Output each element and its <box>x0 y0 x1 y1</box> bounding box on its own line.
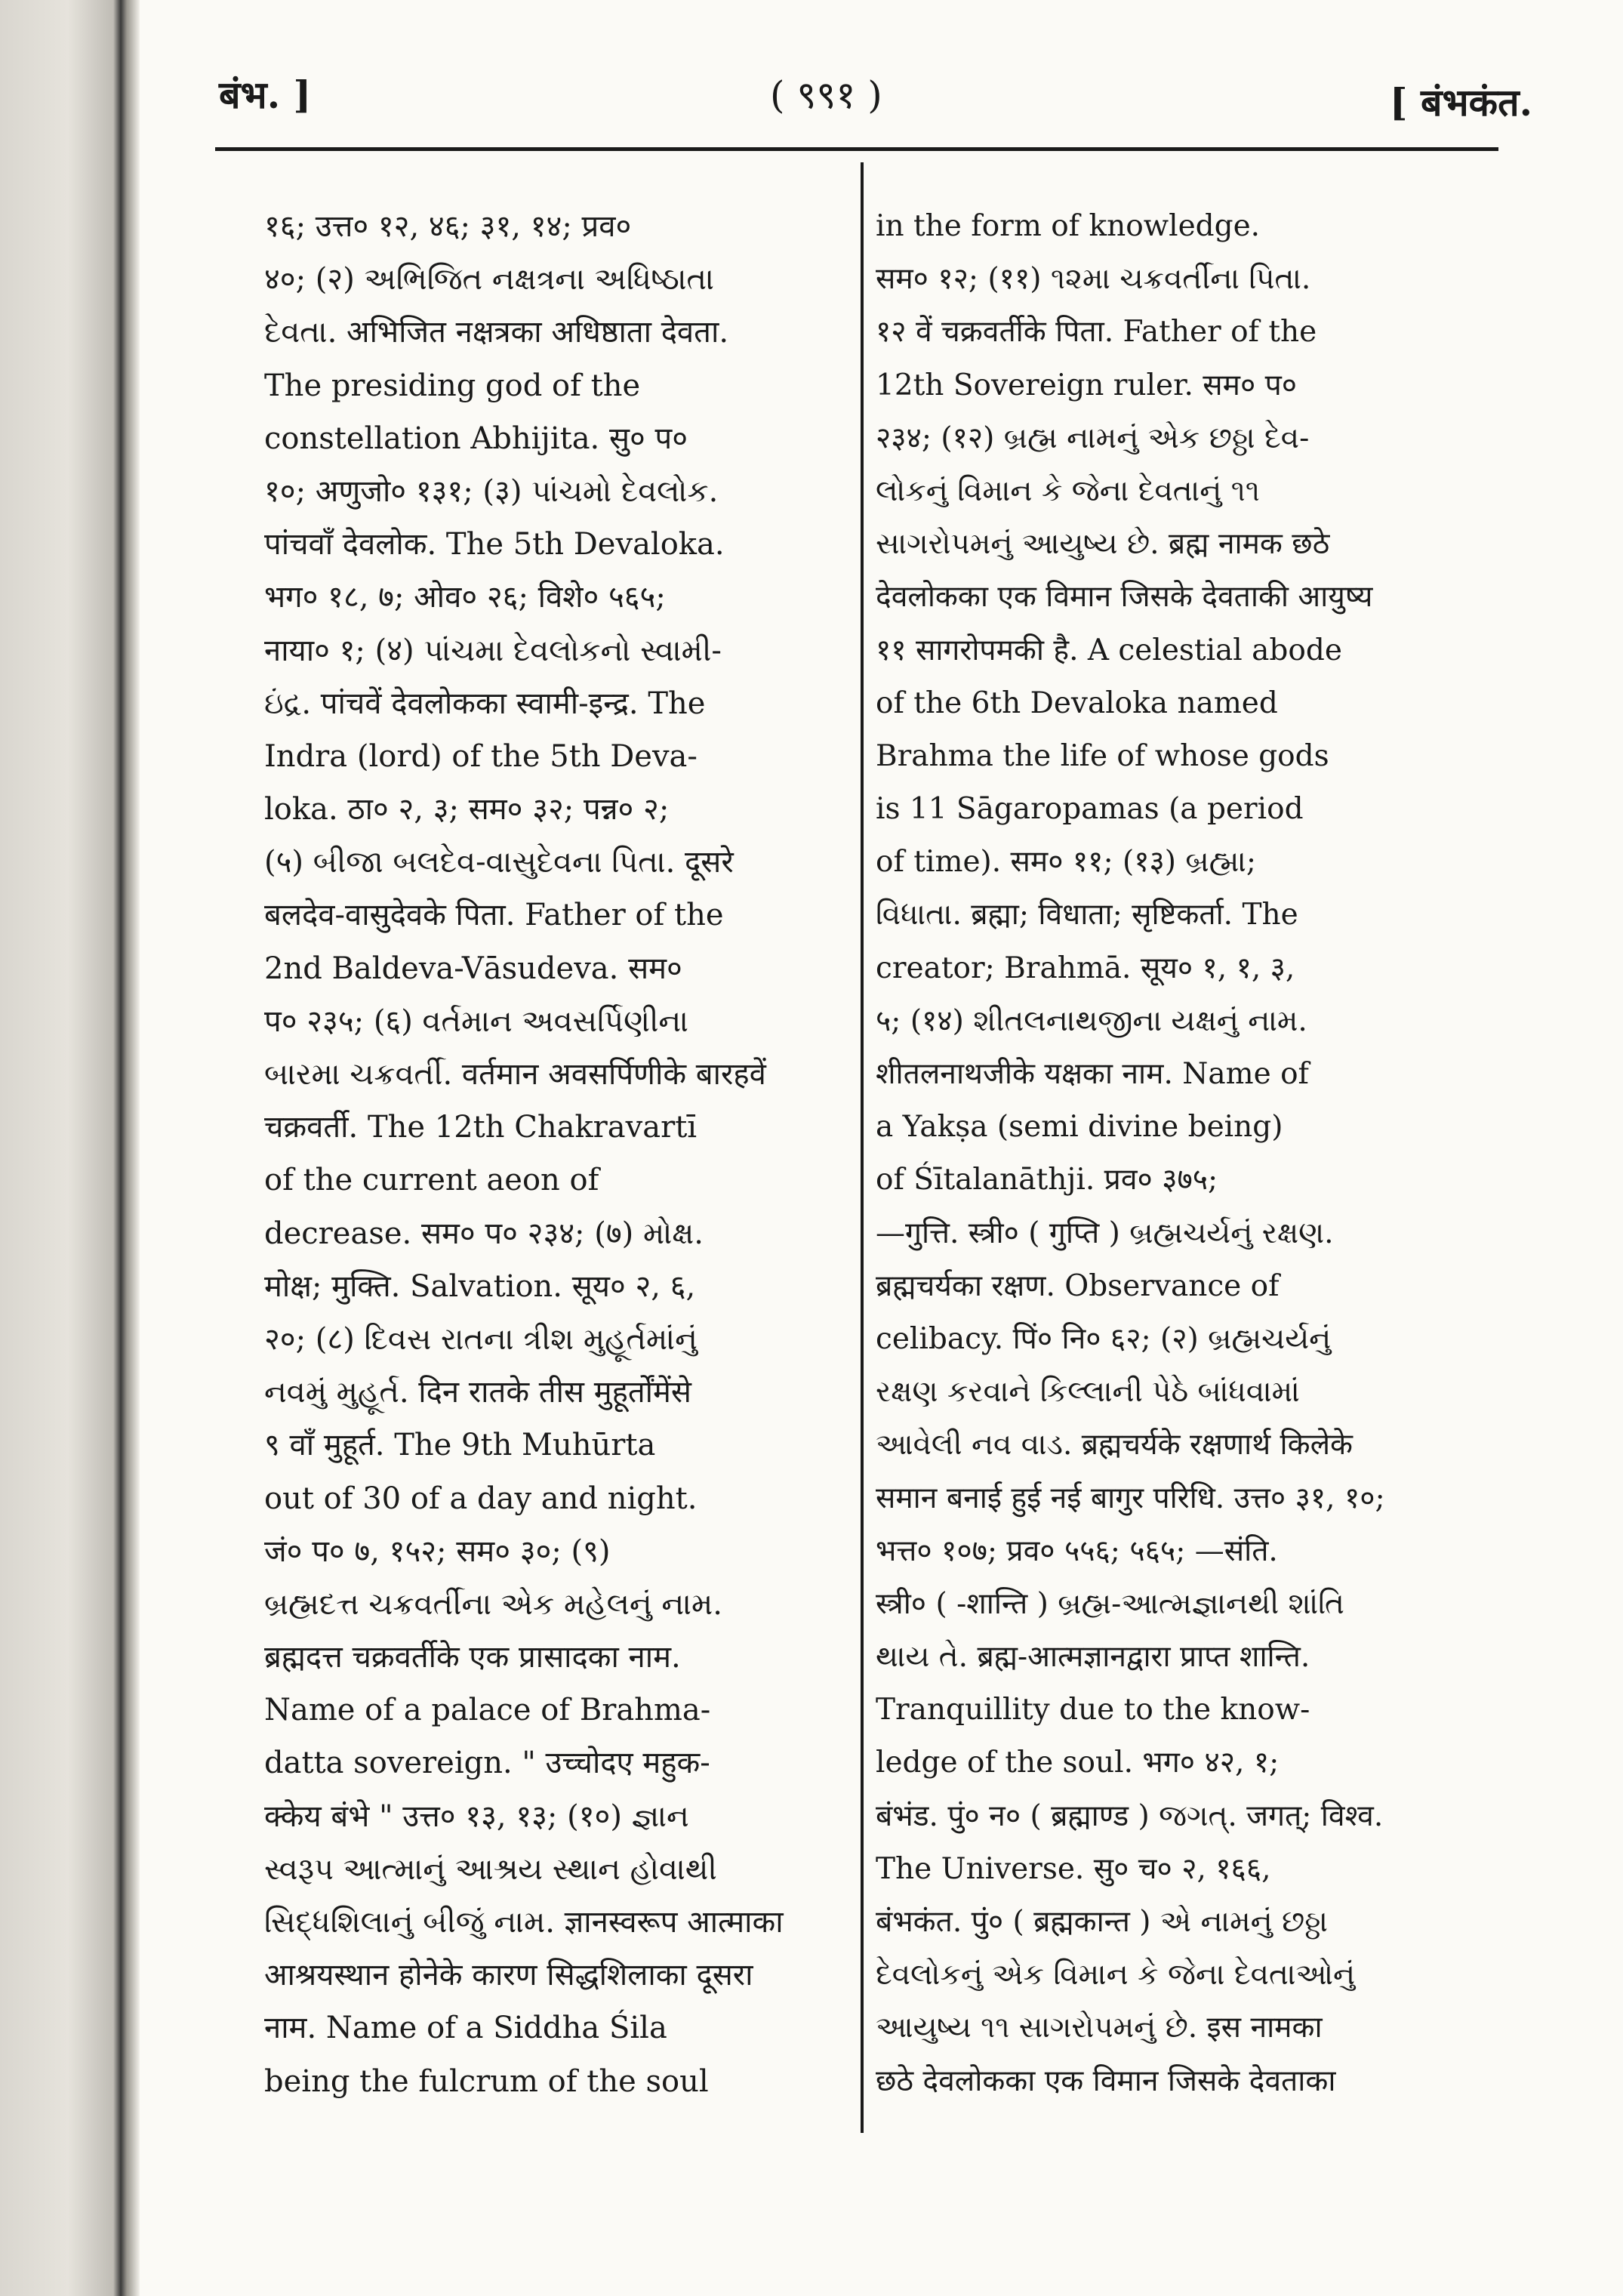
text-line: नाम. Name of a Siddha Śila <box>264 2011 667 2046</box>
text-line: बलदेव-वासुदेवके पिता. Father of the <box>264 898 724 933</box>
text-line: ledge of the soul. भग० ४२, १; <box>876 1746 1280 1780</box>
text-line: Brahma the life of whose gods <box>876 738 1329 773</box>
text-line: out of 30 of a day and night. <box>264 1481 698 1516</box>
text-line: of the 6th Devaloka named <box>876 686 1278 720</box>
text-line: सम० १२; (११) ૧૨મા ચક્રવર્તીના પિતા. <box>876 262 1311 297</box>
text-line: is 11 Sāgaropamas (a period <box>876 792 1304 827</box>
text-line: २०; (८) દિવસ રાતના ત્રીશ મુહૂર્તમાંનું <box>264 1321 698 1357</box>
text-line: छठे देवलोकका एक विमान जिसके देवताका <box>876 2063 1336 2098</box>
text-line: constellation Abhijita. सु० प० <box>264 421 688 456</box>
text-line: शीतलनाथजीके यक्षका नाम. Name of <box>876 1057 1309 1091</box>
text-line: १०; अणुजो० १३१; (३) પાંચમો દેવલોક. <box>264 473 719 509</box>
text-line: मोक्ष; मुक्ति. Salvation. सूय० २, ६, <box>264 1268 696 1304</box>
text-line: The Universe. सु० च० २, १६६, <box>876 1851 1271 1886</box>
text-line: देवलोकका एक विमान जिसके देवताकी आयुष्य <box>876 580 1373 615</box>
text-line: ब्रह्मदत्त चक्रवर्तीके एक प्रासादका नाम. <box>264 1640 681 1675</box>
text-line: (५) બીજા બલદેવ-વાસુદેવના પિતા. दूसरे <box>264 845 734 880</box>
book-binding-edge <box>0 0 140 2296</box>
text-line: बंभकंत. पुं० ( ब्रह्मकान्त ) એ નામનું છઠ્ઠા <box>876 1905 1328 1939</box>
text-line: આયુષ્ય ૧૧ સાગરોપમનું છે. इस नामका <box>876 2011 1323 2045</box>
text-line: in the form of knowledge. <box>876 209 1261 243</box>
text-line: चक्रवर्ती. The 12th Chakravartī <box>264 1110 698 1145</box>
text-line: creator; Brahmā. सूय० १, १, ३, <box>876 951 1295 985</box>
text-line: of time). सम० ११; (१३) બ્રહ્મા; <box>876 845 1256 880</box>
text-line: स्त्री० ( -शान्ति ) બ્રહ્મ-આત્મજ્ઞાનથી શાંતિ <box>876 1586 1344 1621</box>
text-line: ब्रह्मचर्यका रक्षण. Observance of <box>876 1268 1280 1303</box>
text-line: भत्त० १०७; प्रव० ५५६; ५६५; —संति. <box>876 1533 1278 1568</box>
text-line: समान बनाई हुई नई बागुर परिधि. उत्त० ३१, १०; <box>876 1481 1385 1515</box>
text-line: ४०; (२) અભિજિત નક્ષત્રના અધિષ્ઠાતા <box>264 262 714 297</box>
text-line: દેવતા. अभिजित नक्षत्रका अधिष्ठाता देवता. <box>264 315 729 350</box>
left-column <box>264 200 838 2108</box>
text-line: આવેલી નવ વાડ. ब्रह्मचर्यके रक्षणार्थ किलेके <box>876 1428 1353 1462</box>
text-line: decrease. सम० प० २३४; (७) મોક્ષ. <box>264 1216 704 1251</box>
text-line: नाया० १; (४) પાંચમા દેવલોકનો સ્વામી- <box>264 633 722 668</box>
text-line: प० २३५; (६) વર્તમાન અવસર્પિણીના <box>264 1003 688 1039</box>
text-line: દેવલોકનું એક વિમાન કે જેના દેવતાઓનું <box>876 1958 1356 1992</box>
text-line: a Yakṣa (semi divine being) <box>876 1110 1283 1145</box>
text-line: of Śītalanāthji. प्रव० ३७५; <box>876 1163 1218 1197</box>
text-line: ११ सागरोपमकी है. A celestial abode <box>876 633 1342 667</box>
text-line: સ્વરૂપ આત્માનું આશ્રય સ્થાન હોવાથી <box>264 1851 717 1887</box>
text-line: The presiding god of the <box>264 368 641 403</box>
text-line: થાય તે. ब्रह्म-आत्मज्ञानद्वारा प्राप्त शान्ति. <box>876 1640 1310 1675</box>
text-line: બ્રહ્મદત્ત ચક્રવર્તીના એક મહેલનું નામ. <box>264 1586 722 1622</box>
text-line: पांचवाँ देवलोक. The 5th Devaloka. <box>264 527 725 562</box>
header-right-guideword: [ बंभकंत. <box>1389 80 1532 125</box>
page-number: ( ९९१ ) <box>770 73 882 117</box>
text-line: લોકનું વિમાન કે જેના દેવતાનું ૧૧ <box>876 473 1260 508</box>
text-line: —गुत्ति. स्त्री० ( गुप्ति ) બ્રહ્મચર્યનું રક્ષણ. <box>876 1216 1334 1250</box>
text-line: ઇંદ્ર. पांचवें देवलोकका स्वामी-इन्द्र. The <box>264 686 706 721</box>
text-line: भग० १८, ७; ओव० २६; विशे० ५६५; <box>264 580 666 615</box>
text-line: जं० प० ७, १५२; सम० ३०; (९) <box>264 1533 611 1569</box>
text-line: નવમું મુહૂર્ત. दिन रातके तीस मुहूर्तोंमेंसे <box>264 1375 691 1410</box>
text-line: ५; (१४) શીતલનાથજીના યક્ષનું નામ. <box>876 1003 1307 1038</box>
text-line: being the fulcrum of the soul <box>264 2063 709 2099</box>
text-line: of the current aeon of <box>264 1163 599 1198</box>
text-line: loka. ठा० २, ३; सम० ३२; पन्न० २; <box>264 792 670 827</box>
page-header <box>219 64 1532 132</box>
text-line: સાગરોપમનું આયુષ્ય છે. ब्रह्म नामक छठे <box>876 527 1330 562</box>
text-line: ९ वाँ मुहूर्त. The 9th Muhūrta <box>264 1428 656 1463</box>
text-line: १२ वें चक्रवर्तीके पिता. Father of the <box>876 315 1317 350</box>
text-line: રક્ષણ કરવાને કિલ્લાની પેઠે બાંધવામાં <box>876 1375 1300 1410</box>
text-line: વિધાતા. ब्रह्मा; विधाता; सृष्टिकर्ता. The <box>876 898 1298 932</box>
text-line: Name of a palace of Brahma- <box>264 1693 711 1728</box>
text-line: २३४; (१२) બ્રહ્મ નામનું એક છઠ્ઠા દેવ- <box>876 421 1310 455</box>
text-line: બારમા ચક્રવર્તી. वर्तमान अवसर्पिणीके बारहवें <box>264 1057 766 1092</box>
column-divider <box>861 162 864 2133</box>
text-line: datta sovereign. " उच्चोदए महुक- <box>264 1746 710 1781</box>
text-line: १६; उत्त० १२, ४६; ३१, १४; प्रव० <box>264 209 632 244</box>
text-line: 2nd Baldeva-Vāsudeva. सम० <box>264 951 682 986</box>
text-line: Tranquillity due to the know- <box>876 1693 1310 1727</box>
text-line: आश्रयस्थान होनेके कारण सिद्धशिलाका दूसरा <box>264 1958 753 1993</box>
text-line: Indra (lord) of the 5th Deva- <box>264 738 698 774</box>
text-line: celibacy. पिं० नि० ६२; (२) બ્રહ્મચર્યનું <box>876 1321 1332 1356</box>
text-line: बंभंड. पुं० न० ( ब्रह्माण्ड ) જગત્. जगत्; विश्व. <box>876 1798 1384 1833</box>
header-left-guideword: बंभ. ] <box>219 72 312 117</box>
text-line: क्केय बंभे " उत्त० १३, १३; (१०) જ્ઞાન <box>264 1798 689 1834</box>
right-column <box>876 200 1480 2108</box>
text-line: સિદ્ધશિલાનું બીજું નામ. ज्ञानस्वरूप आत्माका <box>264 1905 784 1940</box>
header-rule <box>215 147 1498 151</box>
text-line: 12th Sovereign ruler. सम० प० <box>876 368 1298 402</box>
